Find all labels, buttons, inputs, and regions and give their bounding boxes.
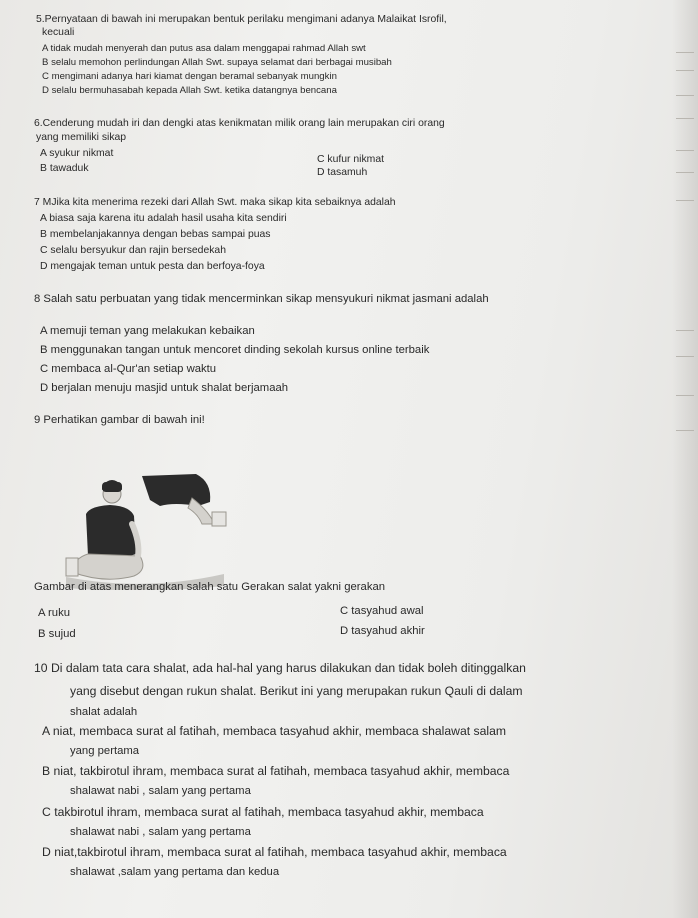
- q9-option-c: C tasyahud awal: [340, 605, 424, 617]
- q6-option-b: B tawaduk: [40, 163, 89, 174]
- q5-option-a: A tidak mudah menyerah dan putus asa dalam menggapai rahmad Allah swt: [42, 43, 366, 54]
- q8-option-b: B menggunakan tangan untuk mencoret dinding sekolah kursus online terbaik: [40, 344, 430, 356]
- q8-option-a: A memuji teman yang melakukan kebaikan: [40, 325, 255, 337]
- q6-stem-line2: yang memiliki sikap: [36, 132, 127, 143]
- q8-option-c: C membaca al-Qur'an setiap waktu: [40, 363, 217, 375]
- q7-stem: 7 MJika kita menerima rezeki dari Allah Swt. maka sikap kita sebaiknya adalah: [34, 197, 396, 208]
- q9-option-b: B sujud: [38, 628, 76, 640]
- q9-option-d: D tasyahud akhir: [340, 625, 425, 637]
- q7-option-a: A biasa saja karena itu adalah hasil usaha kita sendiri: [40, 213, 287, 224]
- q6-option-c: C kufur nikmat: [317, 154, 384, 165]
- prayer-posture-illustration: [64, 472, 232, 590]
- q7-option-b: B membelanjakannya dengan bebas sampai puas: [40, 229, 271, 240]
- q8-option-d: D berjalan menuju masjid untuk shalat berjamaah: [40, 382, 289, 394]
- q9-statement: Gambar di atas menerangkan salah satu Gerakan salat yakni gerakan: [34, 581, 386, 593]
- q5-option-d: D selalu bermuhasabah kepada Allah Swt. ketika datangnya bencana: [42, 85, 337, 96]
- q10-option-d-line1: D niat,takbirotul ihram, membaca surat al fatihah, membaca tasyahud akhir, membaca: [42, 845, 507, 859]
- q7-option-d: D mengajak teman untuk pesta dan berfoya-foya: [40, 261, 265, 272]
- q5-stem-line2: kecuali: [42, 27, 75, 38]
- q6-stem-line1: 6.Cenderung mudah iri dan dengki atas kenikmatan milik orang lain merupakan ciri orang: [34, 118, 445, 129]
- q10-option-b-line1: B niat, takbirotul ihram, membaca surat al fatihah, membaca tasyahud akhir, membaca: [42, 764, 510, 778]
- q10-option-c-line1: C takbirotul ihram, membaca surat al fatihah, membaca tasyahud akhir, membaca: [42, 805, 484, 819]
- q9-option-a: A ruku: [38, 607, 71, 619]
- q10-option-a-line2: yang pertama: [70, 745, 140, 757]
- q10-stem-line1: 10 Di dalam tata cara shalat, ada hal-hal yang harus dilakukan dan tidak boleh ditinggalkan: [34, 661, 526, 675]
- q10-stem-line2: yang disebut dengan rukun shalat. Berikut ini yang merupakan rukun Qauli di dalam: [70, 684, 523, 698]
- q10-stem-line3: shalat adalah: [70, 706, 138, 718]
- q10-option-b-line2: shalawat nabi , salam yang pertama: [70, 785, 251, 797]
- q6-option-a: A syukur nikmat: [40, 148, 114, 159]
- q8-stem: 8 Salah satu perbuatan yang tidak mencerminkan sikap mensyukuri nikmat jasmani adalah: [34, 293, 489, 305]
- q7-option-c: C selalu bersyukur dan rajin bersedekah: [40, 245, 226, 256]
- q5-option-b: B selalu memohon perlindungan Allah Swt. supaya selamat dari berbagai musibah: [42, 57, 392, 68]
- q5-stem-line1: 5.Pernyataan di bawah ini merupakan bentuk perilaku mengimani adanya Malaikat Isrofil,: [36, 14, 447, 25]
- q6-option-d: D tasamuh: [317, 167, 368, 178]
- q5-option-c: C mengimani adanya hari kiamat dengan beramal sebanyak mungkin: [42, 71, 337, 82]
- q9-stem: 9 Perhatikan gambar di bawah ini!: [34, 414, 205, 426]
- q10-option-c-line2: shalawat nabi , salam yang pertama: [70, 826, 251, 838]
- page-edge-shadow: [672, 0, 698, 918]
- q10-option-d-line2: shalawat ,salam yang pertama dan kedua: [70, 866, 280, 878]
- q10-option-a-line1: A niat, membaca surat al fatihah, membaca tasyahud akhir, membaca shalawat salam: [42, 724, 507, 738]
